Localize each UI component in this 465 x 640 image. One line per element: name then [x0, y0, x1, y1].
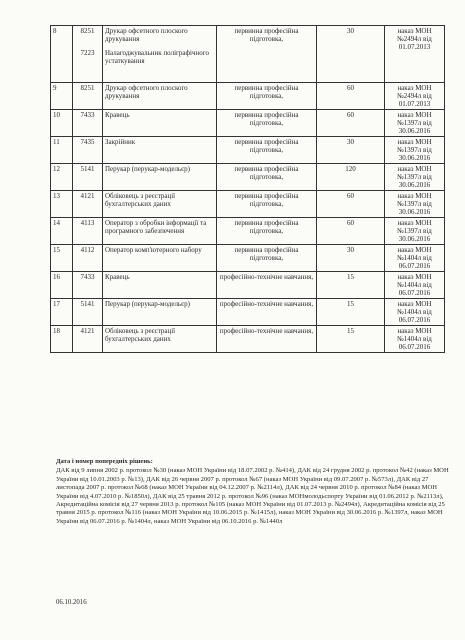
order-reference: наказ МОН №1404л від 06.07.2016	[385, 326, 445, 353]
profession-name	[103, 26, 217, 83]
training-type: первинна професійна підготовка,	[217, 191, 317, 218]
training-type: первинна професійна підготовка,	[217, 218, 317, 245]
profession-code-value: 7433	[80, 111, 95, 119]
training-type: первинна професійна підготовка,	[217, 26, 317, 83]
table-row	[51, 110, 445, 137]
row-number: 8	[51, 26, 73, 83]
profession-code-value: 8251	[80, 84, 95, 92]
profession-code	[73, 272, 103, 299]
row-number: 16	[51, 272, 73, 299]
profession-name	[103, 137, 217, 164]
training-type: первинна професійна підготовка,	[217, 83, 317, 110]
licensed-volume: 15	[317, 299, 385, 326]
licensed-volume: 60	[317, 83, 385, 110]
profession-code	[73, 326, 103, 353]
profession-code-value-2: 7223	[80, 49, 95, 57]
profession-name-value: Обліковець з реєстрації бухгалтерських даних	[105, 327, 176, 343]
profession-name-value: Закрійник	[105, 138, 136, 146]
row-number: 15	[51, 245, 73, 272]
profession-name	[103, 245, 217, 272]
table-row	[51, 218, 445, 245]
licensed-volume: 30	[317, 137, 385, 164]
profession-code	[73, 245, 103, 272]
table-row	[51, 137, 445, 164]
training-type: професійно-технічне навчання,	[217, 326, 317, 353]
profession-name-value: Друкар офсетного плоского друкування	[105, 27, 188, 43]
profession-code-value: 4113	[80, 219, 95, 227]
table-row	[51, 245, 445, 272]
training-type: професійно-технічне навчання,	[217, 299, 317, 326]
table-row	[51, 26, 445, 83]
row-number: 17	[51, 299, 73, 326]
row-number: 9	[51, 83, 73, 110]
profession-code	[73, 218, 103, 245]
table-row	[51, 299, 445, 326]
licensed-volume: 60	[317, 110, 385, 137]
row-number: 18	[51, 326, 73, 353]
profession-name	[103, 164, 217, 191]
document-date: 06.10.2016	[56, 599, 87, 606]
licensed-volume: 60	[317, 218, 385, 245]
profession-name	[103, 272, 217, 299]
table-row	[51, 191, 445, 218]
row-number: 13	[51, 191, 73, 218]
profession-name	[103, 326, 217, 353]
row-number: 10	[51, 110, 73, 137]
previous-decisions-heading: Дата і номер попередніх рішень:	[56, 458, 153, 465]
profession-name-value: Оператор комп'ютерного набору	[105, 246, 202, 254]
order-reference: наказ МОН №1397л від 30.06.2016	[385, 191, 445, 218]
training-type: первинна професійна підготовка,	[217, 137, 317, 164]
order-reference: наказ МОН №1397л від 30.06.2016	[385, 164, 445, 191]
previous-decisions	[56, 458, 451, 526]
profession-name-value: Обліковець з реєстрації бухгалтерських даних	[105, 192, 176, 208]
training-type: первинна професійна підготовка,	[217, 110, 317, 137]
order-reference: наказ МОН №1397л від 30.06.2016	[385, 218, 445, 245]
licensed-volume: 120	[317, 164, 385, 191]
profession-code	[73, 26, 103, 83]
profession-name-value: Перукар (перукар-модельєр)	[105, 165, 190, 173]
profession-name-value-2: Налагоджувальник поліграфічного устаткування	[105, 49, 209, 65]
profession-code-value: 4112	[80, 246, 95, 254]
order-reference: наказ МОН №1404л від 06.07.2016	[385, 245, 445, 272]
profession-code-value: 4121	[80, 192, 95, 200]
order-reference: наказ МОН №2494л від 01.07.2013	[385, 83, 445, 110]
licence-table	[50, 25, 445, 353]
row-number: 14	[51, 218, 73, 245]
profession-name-value: Оператор з обробки інформації та програмного забезпечення	[105, 219, 207, 235]
table-row	[51, 272, 445, 299]
licensed-volume: 30	[317, 245, 385, 272]
profession-name	[103, 83, 217, 110]
order-reference: наказ МОН №1404л від 06.07.2016	[385, 299, 445, 326]
table-row	[51, 326, 445, 353]
profession-name	[103, 110, 217, 137]
profession-code-value: 7435	[80, 138, 95, 146]
previous-decisions-text: ДАК від 9 липня 2002 р. протокол №30 (наказ МОН України від 18.07.2002 р. №414), ДАК від 24 грудня 2002 р. протокол №42 (наказ МОН України від 10.01.2003 р. №13), ДАК від 26 червня 2007 р. протокол №67 (наказ МОН України від 09.07.2007 р. №573л), ДАК від 27 листопада 2007 р. протокол №68 (наказ МОН України від 04.12.2007 р. №2114л), ДАК від 24 червня 2010 р. протокол №84 (наказ МОН України від 4.07.2010 р. №1850л), ДАК від 25 травня 2012 р. протокол №96 (наказ МОНмолодьспорту України від 01.06.2012 р. №2113л), Акредитаційна комісія від 27 червня 2013 р. протокол №105 (наказ МОН України від 01.07.2013 р. №2494л), Акредитаційна комісія від 25 травня 2015 р. протокол №116 (наказ МОН України від 10.06.2015 р. №1415л), наказ МОН України від 30.06.2016 р. №1397л, наказ МОН України від 06.07.2016 р. №1404л, наказ МОН України від 06.10.2016 р. №1440л	[56, 467, 449, 525]
licensed-volume: 15	[317, 326, 385, 353]
profession-code	[73, 110, 103, 137]
order-reference: наказ МОН №1404л від 06.07.2016	[385, 272, 445, 299]
licensed-volume: 15	[317, 272, 385, 299]
profession-code	[73, 83, 103, 110]
profession-code	[73, 137, 103, 164]
training-type: професійно-технічне навчання,	[217, 272, 317, 299]
table-row	[51, 83, 445, 110]
profession-code-value: 4121	[80, 327, 95, 335]
profession-name-value: Кравець	[105, 111, 130, 119]
profession-code-value: 7433	[80, 273, 95, 281]
profession-name	[103, 218, 217, 245]
licensed-volume: 30	[317, 26, 385, 83]
profession-code-value: 5141	[80, 300, 95, 308]
profession-code	[73, 164, 103, 191]
row-number: 11	[51, 137, 73, 164]
training-type: первинна професійна підготовка,	[217, 245, 317, 272]
profession-code-value: 5141	[80, 165, 95, 173]
order-reference: наказ МОН №1397л від 30.06.2016	[385, 110, 445, 137]
profession-name	[103, 299, 217, 326]
profession-name	[103, 191, 217, 218]
row-number: 12	[51, 164, 73, 191]
profession-code-value: 8251	[80, 27, 95, 35]
order-reference: наказ МОН №1397л від 30.06.2016	[385, 137, 445, 164]
profession-code	[73, 299, 103, 326]
profession-code	[73, 191, 103, 218]
profession-name-value: Друкар офсетного плоского друкування	[105, 84, 188, 100]
profession-name-value: Перукар (перукар-модельєр)	[105, 300, 190, 308]
profession-name-value: Кравець	[105, 273, 130, 281]
table-row	[51, 164, 445, 191]
licensed-volume: 60	[317, 191, 385, 218]
training-type: первинна професійна підготовка,	[217, 164, 317, 191]
order-reference: наказ МОН №2494л від 01.07.2013	[385, 26, 445, 83]
